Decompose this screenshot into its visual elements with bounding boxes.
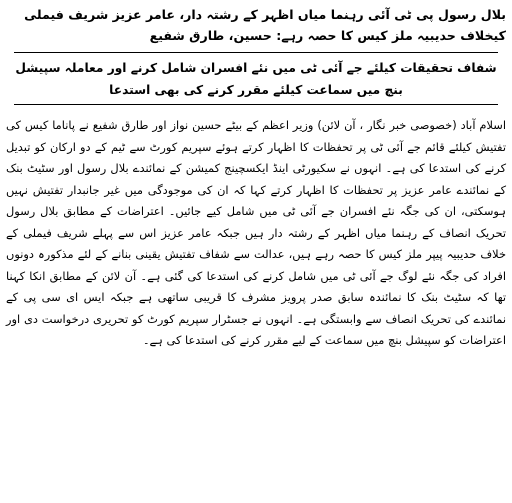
subheadline-divider <box>14 104 498 105</box>
article-body: اسلام آباد (خصوصی خبر نگار ، آن لائن) وزیر اعظم کے بیٹے حسین نواز اور طارق شفیع نے پاناما کیس کی تفتیش کیلئے قائم جے آئی ٹی پر تحفظات کا اظہار کرتے ہوئے سپریم کورٹ سے ٹیم کے دو ارکان کو تبدیل کرنے کی استدعا کی ہے۔ انہوں نے سکیورٹی اینڈ ایکسچینج کمیشن کے نمائندے بلال رسول اور سٹیٹ بنک کے نمائندے عامر عزیز پر تحفظات کا اظہار کرتے کہا کہ ان کی موجودگی میں غیر جانبدار تفتیش نہیں ہوسکتی، ان کی جگہ نئے افسران جے آئی ٹی میں شامل کیے جائیں۔ اعتراضات کے مطابق بلال رسول تحریک انصاف کے رہنما میاں اظہر کے رشتہ دار ہیں جبکہ عامر عزیز اس سے پہلے شریف فیملی کے خلاف حدیبیہ پیپر ملز کیس کا حصہ رہے ہیں، عدالت سے شفاف تفتیش یقینی بنانے کے لئے مذکورہ دونوں افراد کی جگہ نئے لوگ جے آئی ٹی میں شامل کرنے کی استدعا کی گئی ہے۔ آن لائن کے مطابق انکا کہنا تھا کہ سٹیٹ بنک کا نمائندہ سابق صدر پرویز مشرف کا قریبی ساتھی ہے جبکہ ایس ای سی پی کے نمائندے کی تحریک انصاف سے وابستگی ہے۔ انہوں نے جسٹرار سپریم کورٹ کو تحریری درخواست دی اور اعتراضات کو سپیشل بنچ میں سماعت کے لیے مقرر کرنے کی استدعا کی ہے۔ <box>6 118 506 347</box>
headline-divider <box>14 52 498 53</box>
subheadline: شفاف تحقیقات کیلئے جے آئی ٹی میں نئے افسران شامل کرنے اور معاملہ سپیشل بنچ میں سماعت کیلئے مقرر کرنے کی بھی استدعا <box>15 61 497 97</box>
headline: بلال رسول پی ٹی آئی رہنما میاں اظہر کے رشتہ دار، عامر عزیز شریف فیملی کیخلاف حدیبیہ ملز کیس کا حصہ رہے: حسین، طارق شفیع <box>24 7 506 43</box>
